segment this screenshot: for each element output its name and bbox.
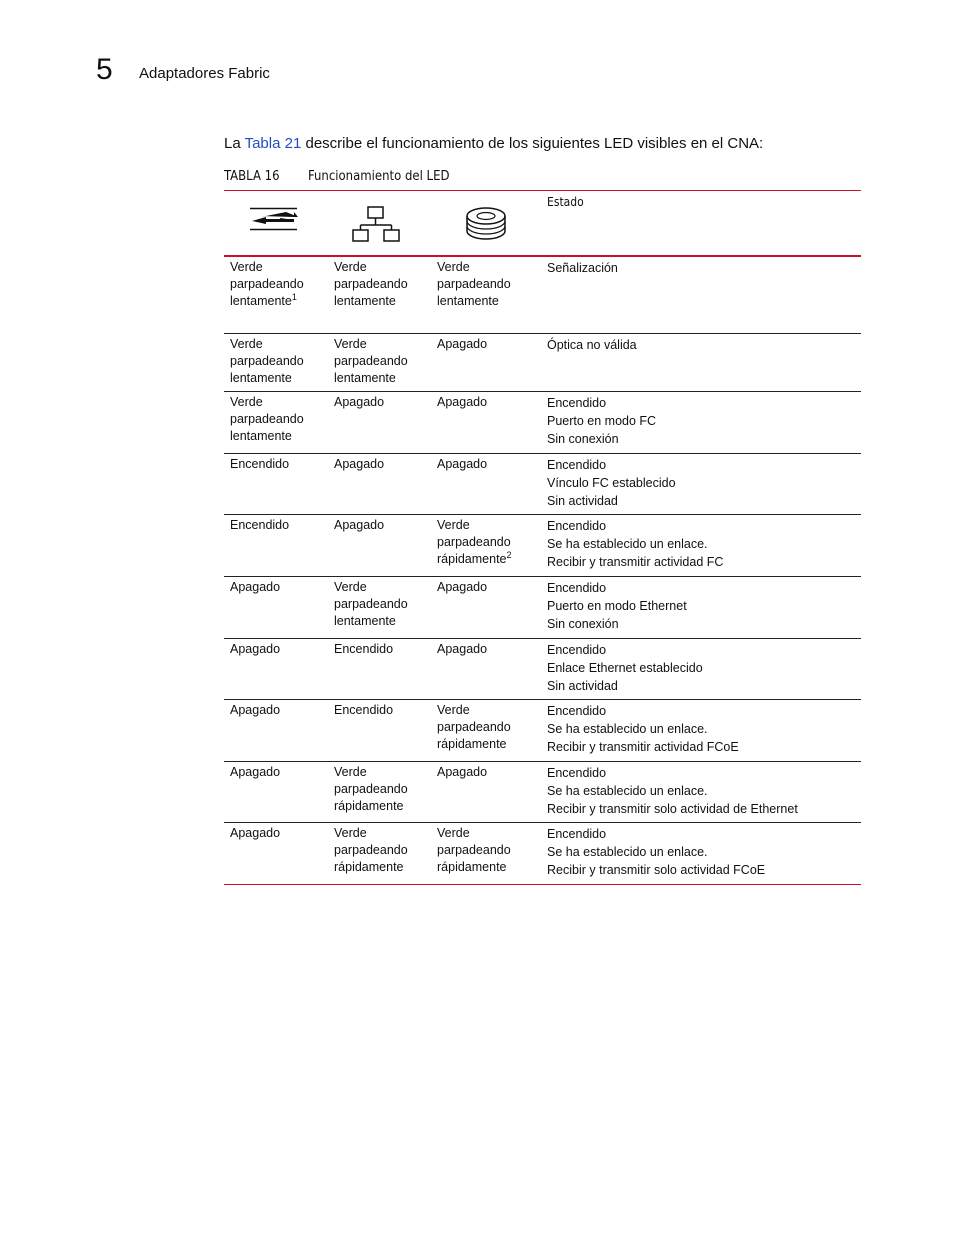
table-link[interactable]: Tabla 21 <box>244 135 302 152</box>
table-row <box>224 257 861 333</box>
ethernet-led-cell: Apagado <box>334 395 385 409</box>
table-caption <box>224 169 449 185</box>
table-title: Funcionamiento del LED <box>308 169 450 184</box>
status-cell: Encendido Se ha establecido un enlace. Recibir y transmitir solo actividad FCoE <box>547 827 766 877</box>
footnote-marker: 1 <box>291 291 297 302</box>
ethernet-led-cell: Encendido <box>334 642 394 656</box>
table-row <box>224 822 861 884</box>
ethernet-led-cell: Verde parpadeando rápidamente <box>334 826 408 874</box>
ethernet-led-cell: Verde parpadeando lentamente <box>334 337 408 385</box>
fc-led-cell: Encendido <box>230 518 290 532</box>
table-label: TABLA 16 <box>224 169 280 184</box>
fc-led-cell: Apagado <box>230 703 281 717</box>
status-cell: Encendido Se ha establecido un enlace. Recibir y transmitir actividad FCoE <box>547 704 739 754</box>
activity-led-cell: Apagado <box>437 580 488 594</box>
activity-led-cell: Apagado <box>437 337 488 351</box>
status-column-header: Estado <box>547 195 584 209</box>
network-topology-icon <box>352 206 402 244</box>
activity-led-cell: Apagado <box>437 765 488 779</box>
activity-led-cell: Verde parpadeando rápidamente$^2$ <box>437 518 512 566</box>
fc-led-cell: Verde parpadeando lentamente <box>230 337 304 385</box>
fc-led-cell: Apagado <box>230 642 281 656</box>
intro-prefix: La <box>224 135 245 152</box>
activity-led-cell: Apagado <box>437 642 488 656</box>
ethernet-led-cell: Apagado <box>334 457 385 471</box>
ethernet-led-cell: Verde parpadeando lentamente <box>334 580 408 628</box>
table-row <box>224 453 861 514</box>
table-row <box>224 391 861 453</box>
fc-port-arrows-icon <box>250 207 298 231</box>
ethernet-led-cell: Encendido <box>334 703 394 717</box>
led-table <box>224 190 861 885</box>
intro-suffix: describe el funcionamiento de los siguientes LED visibles en el CNA: <box>301 135 764 152</box>
activity-led-cell: Verde parpadeando rápidamente <box>437 826 511 874</box>
ethernet-led-cell: Verde parpadeando rápidamente <box>334 765 408 813</box>
table-row <box>224 576 861 638</box>
ethernet-led-cell: Apagado <box>334 518 385 532</box>
activity-led-cell: Apagado <box>437 457 488 471</box>
ethernet-led-cell: Verde parpadeando lentamente <box>334 260 408 308</box>
activity-led-cell: Verde parpadeando rápidamente <box>437 703 511 751</box>
activity-led-cell: Verde parpadeando lentamente <box>437 260 511 308</box>
status-cell: Encendido Enlace Ethernet establecido Sin actividad <box>547 643 703 693</box>
table-header <box>224 191 861 257</box>
fc-led-cell: Apagado <box>230 826 281 840</box>
chapter-number: 5 <box>96 53 113 86</box>
fc-led-cell: Apagado <box>230 765 281 779</box>
status-cell: Encendido Vínculo FC establecido Sin actividad <box>547 458 676 508</box>
storage-disk-icon <box>465 207 507 241</box>
table-row <box>224 638 861 699</box>
status-cell: Señalización <box>547 261 618 275</box>
status-cell: Encendido Puerto en modo FC Sin conexión <box>547 396 657 446</box>
status-cell: Óptica no válida <box>547 338 637 352</box>
table-row <box>224 699 861 761</box>
intro-paragraph <box>224 135 763 153</box>
fc-led-cell: Encendido <box>230 457 290 471</box>
fc-led-cell: Apagado <box>230 580 281 594</box>
footnote-marker: 2 <box>506 549 512 560</box>
table-body <box>224 257 861 884</box>
table-row <box>224 333 861 391</box>
fc-led-cell: Verde parpadeando lentamente <box>230 395 304 443</box>
status-cell: Encendido Se ha establecido un enlace. Recibir y transmitir actividad FC <box>547 519 724 569</box>
activity-led-cell: Apagado <box>437 395 488 409</box>
table-row <box>224 761 861 822</box>
status-cell: Encendido Puerto en modo Ethernet Sin conexión <box>547 581 687 631</box>
fc-led-cell: Verde parpadeando lentamente$^1$ <box>230 260 304 308</box>
status-cell: Encendido Se ha establecido un enlace. Recibir y transmitir solo actividad de Ethernet <box>547 766 798 816</box>
table-row <box>224 514 861 576</box>
chapter-title: Adaptadores Fabric <box>139 65 270 82</box>
